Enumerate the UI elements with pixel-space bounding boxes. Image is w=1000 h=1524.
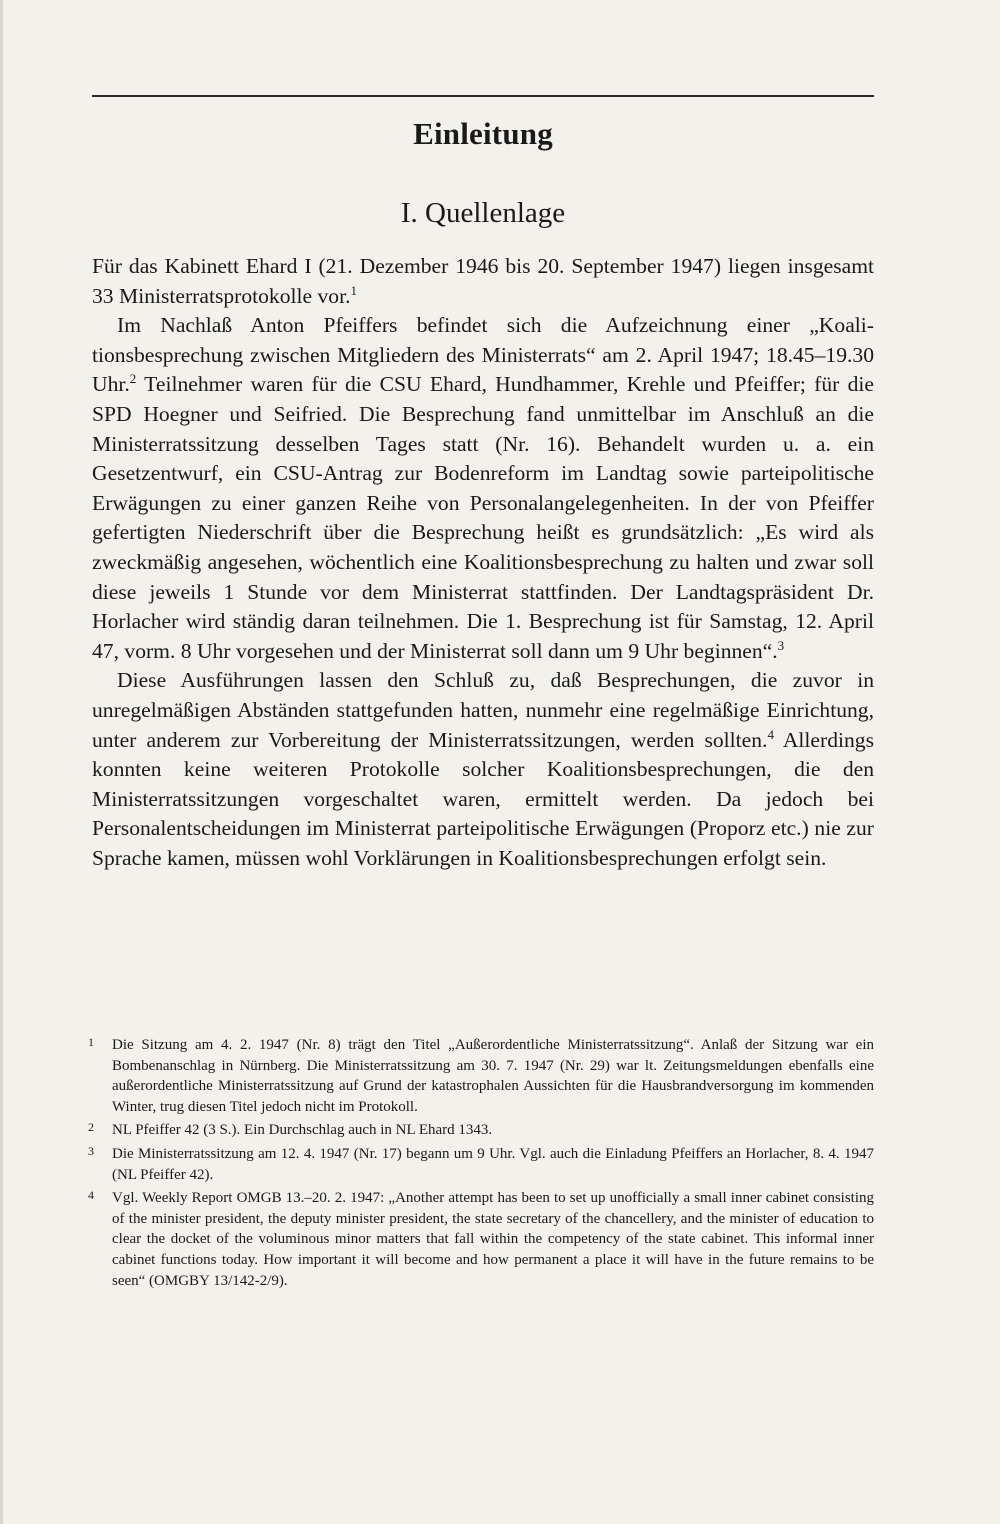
- header-rule: [92, 95, 874, 97]
- paragraph-text: Teilnehmer waren für die CSU Ehard, Hundhammer, Krehle und Pfeiffer; für die SPD Hoegner und Seifried. Die Besprechung fand unmittelbar im Anschluß an die Ministerratssitzung desselben Tages statt (Nr. 16). Behandelt wurden u. a. ein Gesetzentwurf, ein CSU-Antrag zur Bodenreform im Landtag sowie parteipolitische Erwägungen zu einer ganzen Reihe von Personalangelegenheiten. In der von Pfeiffer gefertigten Niederschrift über die Besprechung heißt es grundsätzlich: „Es wird als zweckmäßig angesehen, wöchentlich eine Koalitionsbesprechung zu halten und zwar soll diese jeweils 1 Stunde vor dem Ministerrat stattfinden. Der Landtagspräsident Dr. Horlacher wird ständig daran teilnehmen. Die 1. Besprechung ist für Samstag, 12. April 47, vorm. 8 Uhr vorgesehen und der Ministerrat soll dann um 9 Uhr beginnen“.: [92, 372, 874, 663]
- footnote-text: NL Pfeiffer 42 (3 S.). Ein Durchschlag auch in NL Ehard 1343.: [112, 1122, 493, 1139]
- footnote: [88, 1144, 874, 1185]
- footnote-number: 2: [88, 1120, 94, 1135]
- footnote: [88, 1120, 874, 1141]
- paragraph-text: Im Nachlaß Anton Pfeiffers befindet sich die Aufzeichnung einer „Koalitionsbesprechung zwischen Mitgliedern des Ministerrats“ am 2. April 1947; 18.45–19.30 Uhr.: [92, 313, 874, 397]
- footnote-reference: 1: [350, 282, 357, 298]
- footnote-number: 3: [88, 1143, 94, 1158]
- paragraph: [92, 666, 874, 873]
- page-edge: [0, 0, 3, 1524]
- footnote-reference: 2: [129, 371, 137, 387]
- chapter-title: Einleitung: [413, 116, 553, 151]
- footnote-number: 1: [88, 1035, 94, 1049]
- paragraph: [92, 311, 874, 666]
- footnote-text: Vgl. Weekly Report OMGB 13.–20. 2. 1947: „Another attempt has been to set up unofficially a small inner cabinet consisting of the minister president, the deputy minister president, the state secretary of the chancellery, and the minister of education to clear the docket of the voluminous minor matters that fall within the competency of the state cabinet. This informal inner cabinet functions today. How important it will become and how permanent a place it will have in the future remains to be seen“ (OMGBY 13/142-2/9).: [112, 1190, 874, 1289]
- body-text: [92, 252, 874, 873]
- footnote: [88, 1035, 874, 1117]
- footnote-reference: 4: [767, 726, 774, 742]
- paragraph: [92, 252, 874, 311]
- paragraph-text: Für das Kabinett Ehard I (21. Dezember 1946 bis 20. September 1947) liegen insgesamt 33 Ministerratsprotokolle vor.: [92, 254, 874, 308]
- footnote-number: 4: [88, 1188, 94, 1203]
- section-title: I. Quellenlage: [400, 197, 566, 229]
- footnote-text: Die Sitzung am 4. 2. 1947 (Nr. 8) trägt den Titel „Außerordentliche Ministerratssitzung“. Anlaß der Sitzung war ein Bombenanschlag in Nürnberg. Die Ministerratssitzung am 30. 7. 1947 (Nr. 29) war lt. Zeitungsmeldungen ebenfalls eine außerordentliche Ministerratssitzung auf Grund der katastrophalen Aussichten für die Hausbrandversorgung im kommenden Winter, trug diesen Titel jedoch nicht im Protokoll.: [112, 1037, 874, 1115]
- paragraph-text: Allerdings konnten keine weiteren Protokolle solcher Koalitionsbesprechungen, die den Ministerratssitzungen vorgeschaltet waren, ermittelt werden. Da jedoch bei Personalentscheidungen im Ministerrat parteipolitische Erwägungen (Proporz etc.) nie zur Sprache kamen, müssen wohl Vorklärungen in Koalitionsbesprechungen erfolgt sein.: [92, 727, 874, 870]
- paragraph-text: Diese Ausführungen lassen den Schluß zu, daß Besprechungen, die zuvor in unregelmäßigen Abständen stattgefunden hatten, nunmehr eine regelmäßige Einrichtung, unter anderem zur Vorbereitung der Ministerratssitzungen, werden sollten.: [92, 668, 874, 752]
- footnotes: [88, 1035, 874, 1294]
- footnote-text: Die Ministerratssitzung am 12. 4. 1947 (Nr. 17) begann um 9 Uhr. Vgl. auch die Einladung Pfeiffers an Horlacher, 8. 4. 1947 (NL Pfeiffer 42).: [112, 1145, 874, 1183]
- footnote-reference: 3: [777, 637, 785, 653]
- footnote: [88, 1188, 874, 1291]
